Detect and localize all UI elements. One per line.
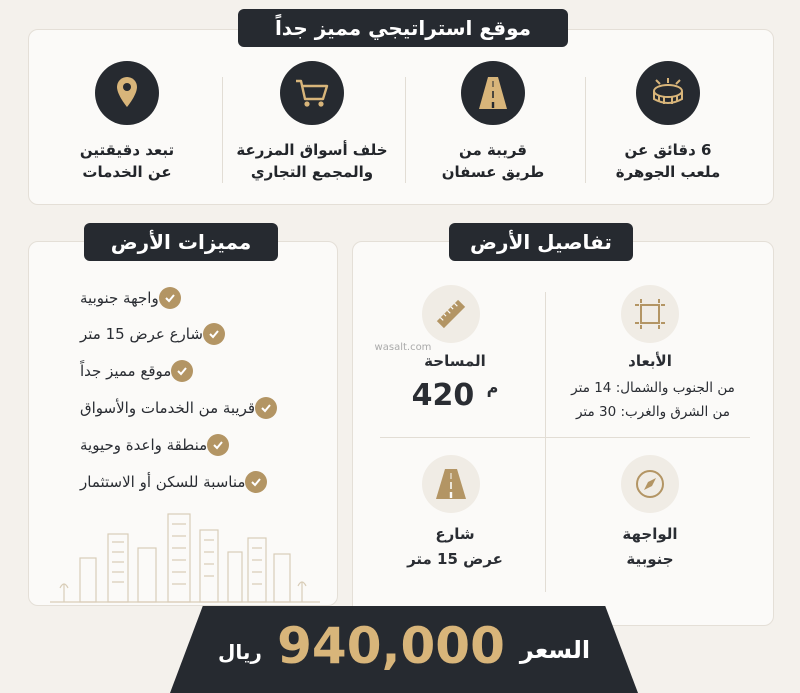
divider [405,77,406,183]
street-road-icon [422,455,480,513]
feature-stadium-text: 6 دقائق عن ملعب الجوهرة [615,141,721,181]
watermark: wasalt.com [374,342,432,353]
list-item: موقع مميز جداً [66,358,316,384]
check-icon [255,397,277,419]
price-value: 940,000 [277,617,505,675]
dimensions-line2: من الشرق والغرب: 30 متر [575,404,731,420]
check-icon [203,323,225,345]
details-card [352,241,774,626]
facade-value: جنوبية [626,550,674,568]
list-item: منطقة واعدة وحيوية [66,432,316,458]
feature-services-text: تبعد دقيقتين عن الخدمات [79,141,175,181]
compass-icon [621,455,679,513]
road-icon [461,61,525,125]
feature-road-text: قريبة من طريق عسفان [441,141,545,181]
details-title: تفاصيل الأرض [449,223,633,261]
price-currency: ريال [218,640,262,664]
divider [380,437,750,438]
price-label: السعر [519,636,591,664]
dimensions-icon [621,285,679,343]
check-icon [207,434,229,456]
list-item: شارع عرض 15 متر [66,321,316,347]
area-value [380,378,530,413]
check-icon [159,287,181,309]
divider [545,292,546,592]
divider [222,77,223,183]
advantages-title: مميزات الأرض [84,223,278,261]
shopping-cart-icon [280,61,344,125]
area-number: 420 [411,378,475,413]
dimensions-line1: من الجنوب والشمال: 14 متر [571,380,735,396]
location-title: موقع استراتيجي مميز جداً [238,9,568,47]
street-label: شارع [435,525,475,543]
feature-market-text: خلف أسواق المزرعة والمجمع التجاري [236,141,388,181]
stadium-icon [636,61,700,125]
list-item: مناسبة للسكن أو الاستثمار [66,469,316,495]
area-label: المساحة [424,352,486,370]
location-pin-icon [95,61,159,125]
ruler-icon [422,285,480,343]
list-item: واجهة جنوبية [66,285,316,311]
check-icon [245,471,267,493]
dimensions-label: الأبعاد [628,352,672,370]
list-item: قريبة من الخدمات والأسواق [66,395,316,421]
skyline-illustration [50,508,320,604]
area-unit: م [486,378,499,397]
check-icon [171,360,193,382]
street-value: عرض 15 متر [407,550,503,568]
facade-label: الواجهة [622,525,678,543]
